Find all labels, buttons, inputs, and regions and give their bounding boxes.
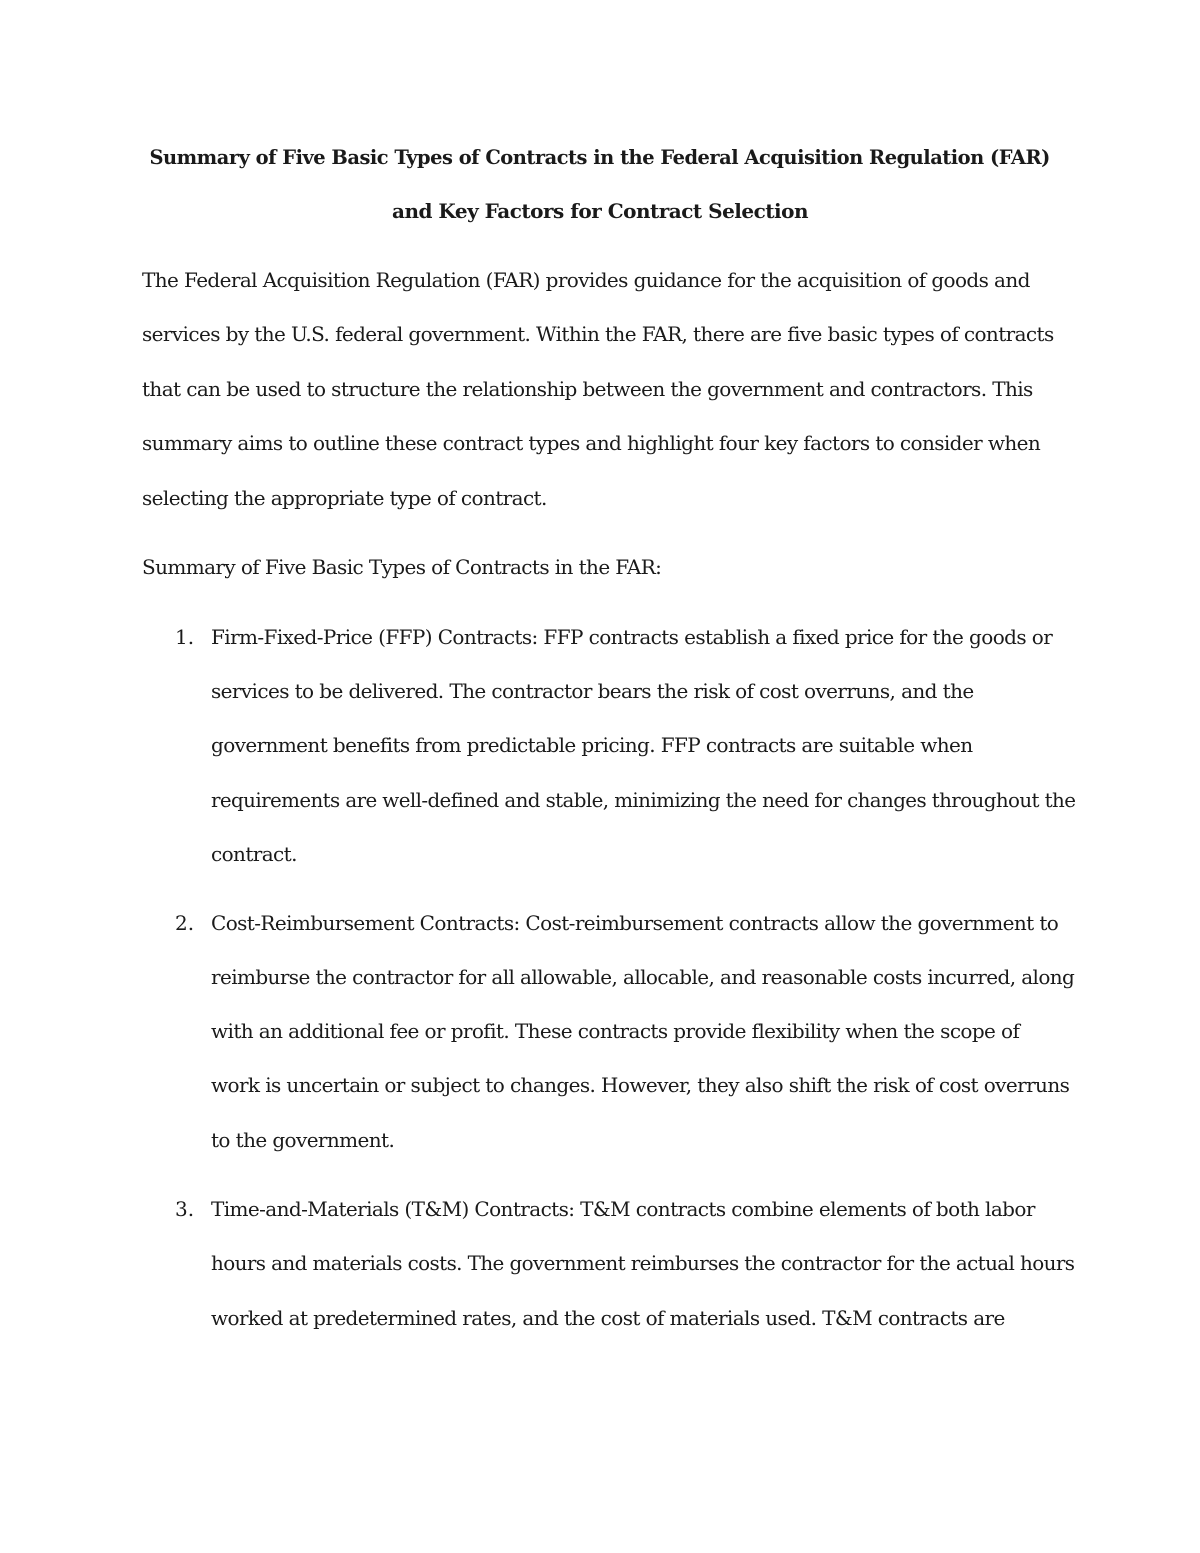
list-item-number: 3. <box>175 1197 195 1221</box>
intro-line: The Federal Acquisition Regulation (FAR) provides guidance for the acquisition of goods and <box>142 268 1030 292</box>
list-item-line: services to be delivered. The contractor bears the risk of cost overruns, and the <box>211 679 974 703</box>
list-item-line: work is uncertain or subject to changes. However, they also shift the risk of cost overruns <box>211 1073 1070 1097</box>
intro-line: selecting the appropriate type of contract. <box>142 486 547 510</box>
list-item-line: worked at predetermined rates, and the cost of materials used. T&M contracts are <box>211 1306 1005 1330</box>
list-item-line: requirements are well-defined and stable, minimizing the need for changes throughout the <box>211 788 1076 812</box>
document-title-line-2: and Key Factors for Contract Selection <box>391 199 809 223</box>
list-item-number: 2. <box>175 911 195 935</box>
list-item-line: to the government. <box>211 1128 395 1152</box>
list-item-line: government benefits from predictable pricing. FFP contracts are suitable when <box>211 733 973 757</box>
list-item-line: contract. <box>211 842 297 866</box>
list-item-line: with an additional fee or profit. These contracts provide flexibility when the scope of <box>211 1019 1020 1043</box>
list-item-line: Time-and-Materials (T&M) Contracts: T&M contracts combine elements of both labor <box>211 1197 1035 1221</box>
intro-line: that can be used to structure the relationship between the government and contractors. This <box>142 377 1033 401</box>
document-title-line-1: Summary of Five Basic Types of Contracts in the Federal Acquisition Regulation (FAR) <box>149 145 1051 169</box>
section-heading: Summary of Five Basic Types of Contracts in the FAR: <box>142 555 662 579</box>
list-item-line: reimburse the contractor for all allowable, allocable, and reasonable costs incurred, along <box>211 965 1075 989</box>
list-item-number: 1. <box>175 625 195 649</box>
intro-line: summary aims to outline these contract types and highlight four key factors to consider when <box>142 431 1041 455</box>
list-item-line: hours and materials costs. The government reimburses the contractor for the actual hours <box>211 1251 1075 1275</box>
list-item-line: Cost-Reimbursement Contracts: Cost-reimbursement contracts allow the government to <box>211 911 1059 935</box>
intro-line: services by the U.S. federal government. Within the FAR, there are five basic types of contracts <box>142 322 1054 346</box>
list-item-line: Firm-Fixed-Price (FFP) Contracts: FFP contracts establish a fixed price for the goods or <box>211 625 1053 649</box>
